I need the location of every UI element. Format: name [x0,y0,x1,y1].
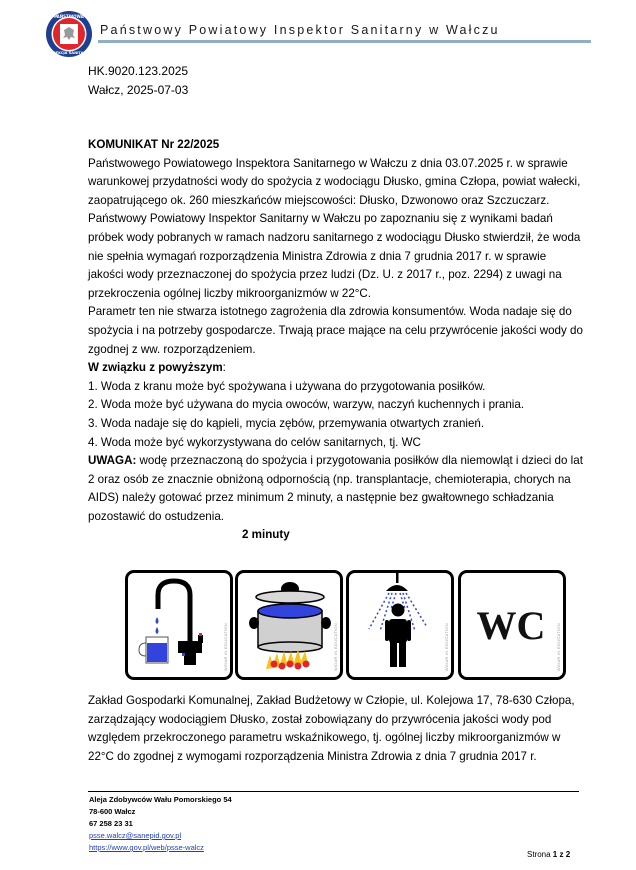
obligation-section [88,692,583,766]
inspection-emblem-logo [45,10,93,58]
communique-heading: KOMUNIKAT Nr 22/2025 [88,138,220,151]
svg-text:INSPEKCJA SANITARNA: INSPEKCJA SANITARNA [46,51,92,55]
pictogram-credit: WIDAR IN EDUCATION [223,622,228,671]
website-link[interactable]: https://www.gov.pl/web/psse-walcz [89,843,204,852]
tap-water-icon [128,573,230,677]
wc-text: WC [476,603,546,648]
footer-city: 78-600 Wałcz [89,807,136,816]
contact-footer [89,794,232,854]
assessment-paragraph: Parametr ten nie stwarza istotnego zagrożenia dla zdrowia konsumentów. Woda nadaje się do spożycia i na potrzeby gospodarcze. Trwają prace mające na celu przywrócenie jakości wody do zgodnej z ww. rozporządzeniem. [88,305,583,356]
warning-text: wodę przeznaczoną do spożycia i przygotowania posiłków dla niemowląt i dzieci do lat 2 oraz osób ze znacznie obniżoną odpornością (np. transplantacje, chemioterapia, chorych na AIDS) należy gotować przez minimum 2 minuty, a następnie bez gwałtownego schładzania pozostawić do ostudzenia. [88,454,583,523]
page-current: 1 [552,850,558,859]
shower-pictogram [346,570,454,680]
communique-body [88,136,583,545]
list-item: 3. Woda nadaje się do kąpieli, mycia zębów, przemywania otwartych zranień. [88,416,485,430]
pictogram-credit: WIDAR IN EDUCATION [444,622,449,671]
footer-phone: 67 258 23 31 [89,819,133,828]
intro-paragraph: Państwowego Powiatowego Inspektora Sanitarnego w Wałczu z dnia 03.07.2025 r. w sprawie warunkowej przydatności wody do spożycia z wodociągu Dłusko, gmina Człopa, powiat wałecki, zaopatrującego ok. 260 mieszkańców miejscowości: Dłusko, Dzwonowo oraz Szczuczarz. [88,156,581,207]
place-and-date: Wałcz, 2025-07-03 [88,83,189,97]
reference-number: HK.9020.123.2025 [88,64,189,78]
consequence-label: W związku z powyższym [88,361,223,375]
pictogram-credit: WIDAR IN EDUCATION [556,622,561,671]
svg-text:PAŃSTWOWA: PAŃSTWOWA [54,14,84,19]
footer-street: Aleja Zdobywców Wału Pomorskiego 54 [89,795,232,804]
list-item: 2. Woda może być używana do mycia owoców, warzyw, naczyń kuchennych i prania. [88,398,525,412]
shower-icon [349,573,451,677]
pictogram-credit: WIDAR IN EDUCATION [333,622,338,671]
boiling-pot-icon [238,573,340,677]
list-item: 4. Woda może być wykorzystywana do celów sanitarnych, tj. WC [88,435,421,449]
email-link[interactable]: psse.walcz@sanepid.gov.pl [89,831,182,840]
page-separator: z [557,850,566,859]
page-number [527,850,570,859]
list-item: 1. Woda z kranu może być spożywana i używana do przygotowania posiłków. [88,379,486,393]
boil-time-label: 2 minuty [242,528,290,542]
boiling-pot-pictogram [235,570,343,680]
document-meta [88,62,188,100]
footer-divider [88,791,579,792]
warning-paragraph [88,452,583,526]
warning-label: UWAGA: [88,454,137,468]
wc-icon [461,573,563,677]
eagle-emblem-icon [45,10,93,58]
pictogram-row [125,570,567,678]
institution-title: Państwowy Powiatowy Inspektor Sanitarny w Wałczu [100,23,500,37]
finding-paragraph: Państwowy Powiatowy Inspektor Sanitarny w Wałczu po zapoznaniu się z wynikami badań próbek wody pobranych w ramach nadzoru sanitarnego z wodociągu Dłusko stwierdził, że woda nie spełnia wymagań rozporządzenia Ministra Zdrowia z dnia 7 grudnia 2017 r. w sprawie jakości wody przeznaczonej do spożycia przez ludzi (Dz. U. z 2017 r., poz. 2294) z uwagi na przekroczenia ogólnej liczby mikroorganizmów w 22°C. [88,212,581,300]
consequence-line [88,359,583,378]
wc-pictogram [458,570,566,680]
page-total: 2 [565,850,571,859]
consequence-colon: : [222,361,226,375]
tap-water-pictogram [125,570,233,680]
header-divider [98,40,591,43]
obligation-paragraph: Zakład Gospodarki Komunalnej, Zakład Budżetowy w Człopie, ul. Kolejowa 17, 78-630 Człopa, zarządzający wodociągiem Dłusko, został zobowiązany do przywrócenia jakości wody pod względem przekroczonego parametru wskaźnikowego, tj. ogólnej liczby mikroorganizmów w 22°C do zgodnej z wymogami rozporządzenia Ministra Zdrowia z dnia 7 grudnia 2017 r. [88,694,575,763]
page-prefix: Strona [527,850,553,859]
